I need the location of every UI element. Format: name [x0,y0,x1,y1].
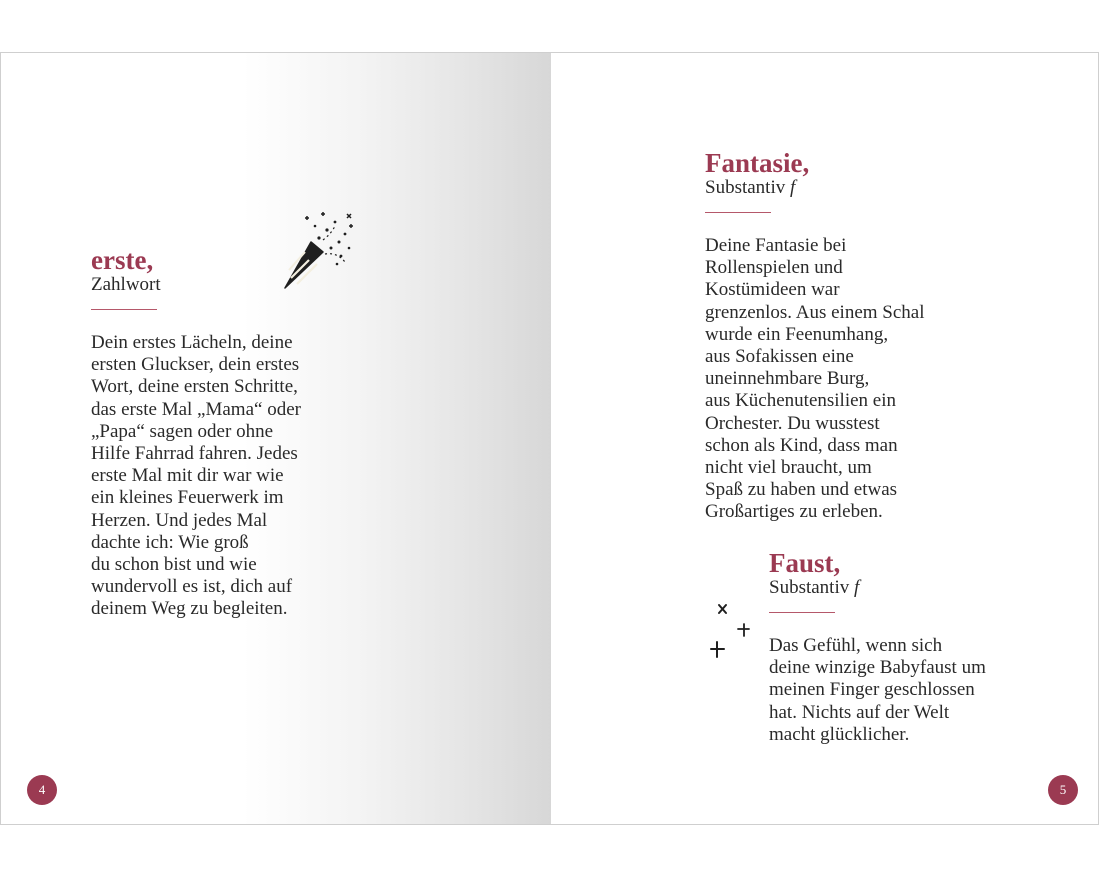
entry-text: Dein erstes Lächeln, deine ersten Gluckser, dein erstes Wort, deine ersten Schritte, das erste Mal „Mama“ oder „Papa“ sagen oder ohne Hilfe Fahrrad fahren. Jedes erste Mal mit dir war wie ein kleines Feuerwerk im Herzen. Und jedes Mal dachte ich: Wie groß du schon bist und wie wundervoll es ist, dich auf deinem Weg zu begleiten. [91,332,301,620]
divider [705,212,771,213]
entry-text: Das Gefühl, wenn sich deine winzige Babyfaust um meinen Finger geschlossen hat. Nichts auf der Welt macht glücklicher. [769,635,986,745]
part-of-speech-label: Zahlwort [91,274,161,295]
book-spread [0,52,1099,825]
headword: erste, [91,245,154,275]
headword: Fantasie, [705,148,810,178]
gender-label: f [789,177,796,198]
entry-text: Deine Fantasie bei Rollenspielen und Kostümideen war grenzenlos. Aus einem Schal wurde ein Feenumhang, aus Sofakissen eine uneinnehmbare Burg, aus Küchenutensilien ein Orchester. Du wusstest schon als Kind, dass man nicht viel braucht, um Spaß zu haben und etwas Großartiges zu erleben. [705,235,925,523]
part-of-speech-label: Substantiv [769,577,850,598]
gender-label: f [853,577,860,598]
page-number: 5 [1048,775,1078,805]
divider [769,612,835,613]
divider [91,309,157,310]
party-popper-icon [279,208,359,293]
entry-erste [91,246,351,621]
entry-faust [769,549,1059,746]
headword: Faust, [769,548,841,578]
part-of-speech [769,577,1059,599]
page-number: 4 [27,775,57,805]
sparkle-stars-icon [707,601,751,663]
part-of-speech-label: Substantiv [705,177,786,198]
part-of-speech [705,177,995,199]
left-page [1,53,551,824]
right-page [551,53,1098,824]
entry-fantasie [705,149,995,524]
